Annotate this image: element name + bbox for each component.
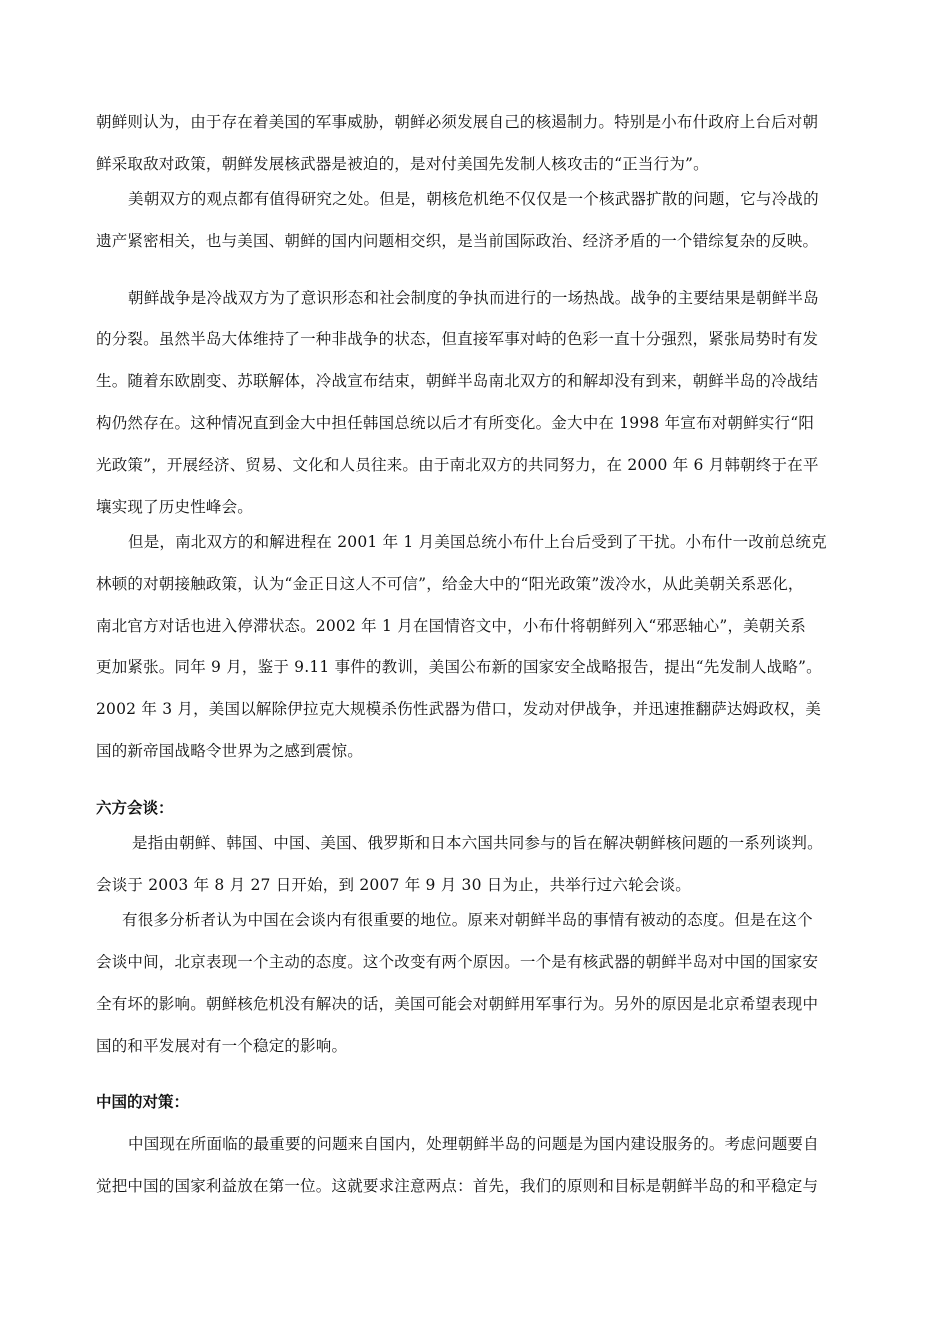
paragraph-3-line-2: 的分裂。虽然半岛大体维持了一种非战争的状态，但直接军事对峙的色彩一直十分强烈，紧张局势时有发 (96, 330, 819, 348)
paragraph-3-line-1: 朝鲜战争是冷战双方为了意识形态和社会制度的争执而进行的一场热战。战争的主要结果是朝鲜半岛 (128, 289, 819, 307)
paragraph-3-line-6: 壤实现了历史性峰会。 (96, 498, 254, 516)
paragraph-7-line-1: 中国现在所面临的最重要的问题来自国内，处理朝鲜半岛的问题是为国内建设服务的。考虑问题要自 (128, 1135, 819, 1153)
paragraph-6-line-2: 会谈中间，北京表现一个主动的态度。这个改变有两个原因。一个是有核武器的朝鲜半岛对中国的国家安 (96, 953, 819, 971)
paragraph-6-line-3: 全有坏的影响。朝鲜核危机没有解决的话，美国可能会对朝鲜用军事行为。另外的原因是北京希望表现中 (96, 995, 819, 1013)
paragraph-4-line-1: 但是，南北双方的和解进程在 2001 年 1 月美国总统小布什上台后受到了干扰。小布什一改前总统克 (128, 533, 827, 551)
paragraph-1-line-2: 鲜采取敌对政策，朝鲜发展核武器是被迫的，是对付美国先发制人核攻击的“正当行为”。 (96, 155, 709, 173)
paragraph-5-line-1: 是指由朝鲜、韩国、中国、美国、俄罗斯和日本六国共同参与的旨在解决朝鲜核问题的一系列谈判。 (132, 834, 823, 852)
paragraph-7-line-2: 觉把中国的国家利益放在第一位。这就要求注意两点：首先，我们的原则和目标是朝鲜半岛的和平稳定与 (96, 1177, 819, 1195)
section-heading-china-policy: 中国的对策： (96, 1093, 190, 1111)
section-heading-six-party-talks: 六方会谈： (96, 799, 174, 817)
paragraph-3-line-5: 光政策”，开展经济、贸易、文化和人员往来。由于南北双方的共同努力，在 2000 年 6 月韩朝终于在平 (96, 456, 819, 474)
paragraph-5-line-2: 会谈于 2003 年 8 月 27 日开始，到 2007 年 9 月 30 日为止，共举行过六轮会谈。 (96, 876, 691, 894)
paragraph-4-line-2: 林顿的对朝接触政策，认为“金正日这人不可信”，给金大中的“阳光政策”泼冷水，从此美朝关系恶化， (96, 575, 804, 593)
paragraph-3-line-3: 生。随着东欧剧变、苏联解体，冷战宣布结束，朝鲜半岛南北双方的和解却没有到来，朝鲜半岛的冷战结 (96, 372, 819, 390)
paragraph-6-line-4: 国的和平发展对有一个稳定的影响。 (96, 1037, 348, 1055)
paragraph-3-line-4: 构仍然存在。这种情况直到金大中担任韩国总统以后才有所变化。金大中在 1998 年宣布对朝鲜实行“阳 (96, 414, 815, 432)
paragraph-6-line-1: 有很多分析者认为中国在会谈内有很重要的地位。原来对朝鲜半岛的事情有被动的态度。但是在这个 (122, 911, 813, 929)
paragraph-1-line-1: 朝鲜则认为，由于存在着美国的军事威胁，朝鲜必须发展自己的核遏制力。特别是小布什政府上台后对朝 (96, 113, 819, 131)
paragraph-4-line-6: 国的新帝国战略令世界为之感到震惊。 (96, 742, 363, 760)
paragraph-4-line-4: 更加紧张。同年 9 月，鉴于 9.11 事件的教训，美国公布新的国家安全战略报告，提出“先发制人战略”。 (96, 658, 822, 676)
paragraph-4-line-3: 南北官方对话也进入停滞状态。2002 年 1 月在国情咨文中，小布什将朝鲜列入“邪恶轴心”，美朝关系 (96, 617, 806, 635)
paragraph-2-line-1: 美朝双方的观点都有值得研究之处。但是，朝核危机绝不仅仅是一个核武器扩散的问题，它与冷战的 (128, 190, 819, 208)
paragraph-2-line-2: 遗产紧密相关，也与美国、朝鲜的国内问题相交织，是当前国际政治、经济矛盾的一个错综复杂的反映。 (96, 232, 819, 250)
paragraph-4-line-5: 2002 年 3 月，美国以解除伊拉克大规模杀伤性武器为借口，发动对伊战争，并迅速推翻萨达姆政权，美 (96, 700, 822, 718)
